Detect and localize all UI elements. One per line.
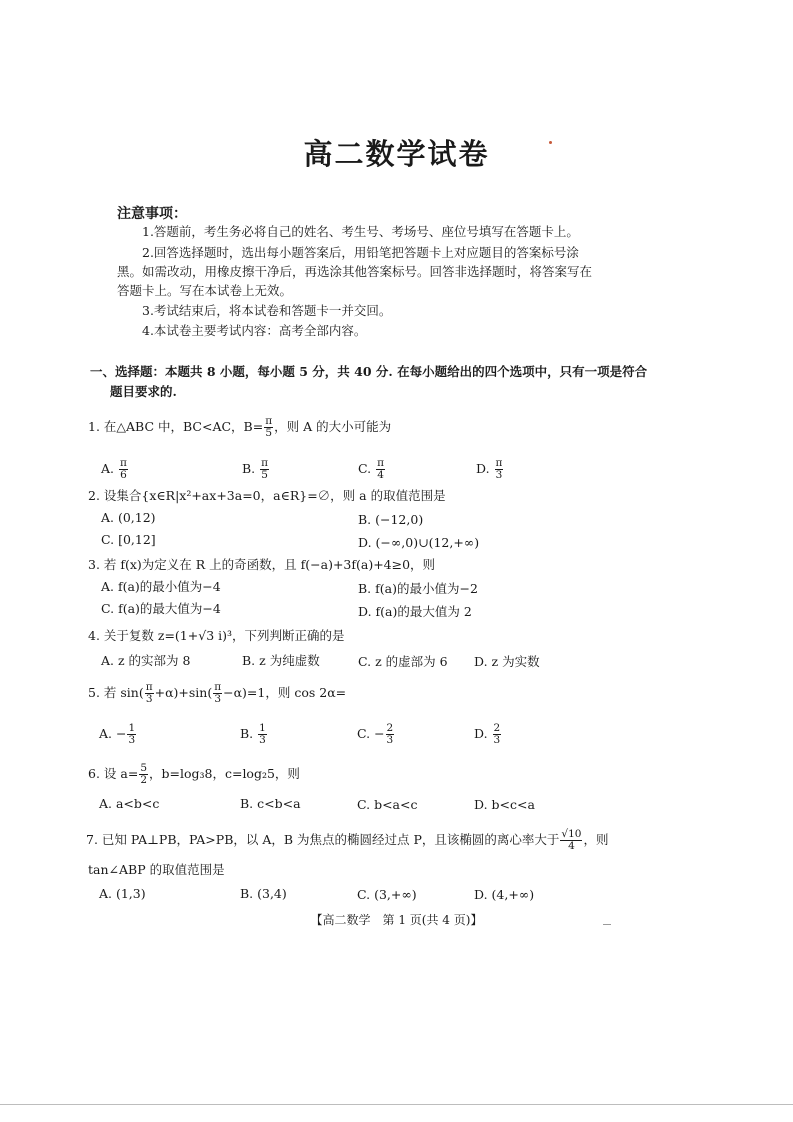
q1-option-c-label: C. bbox=[358, 461, 376, 476]
q1-option-c bbox=[358, 458, 386, 481]
q5-frac-2 bbox=[213, 682, 222, 705]
question-7-stem-cont: tan∠ABP 的取值范围是 bbox=[88, 862, 225, 877]
q5-option-a bbox=[99, 723, 137, 746]
page-title: 高二数学试卷 bbox=[303, 137, 490, 171]
question-5-stem bbox=[88, 682, 346, 705]
q1-option-a-label: A. bbox=[101, 461, 118, 476]
q1-option-d-label: D. bbox=[476, 461, 494, 476]
q1-option-b-label: B. bbox=[242, 461, 260, 476]
question-4-stem: 4. 关于复数 z=(1+√3 i)³，下列判断正确的是 bbox=[88, 628, 345, 643]
q1-option-d bbox=[476, 458, 504, 481]
q7-frac bbox=[560, 829, 582, 852]
notice-line-3: 黑。如需改动，用橡皮擦干净后，再选涂其他答案标号。回答非选择题时，将答案写在 bbox=[117, 264, 593, 279]
section-heading-cont: 题目要求的. bbox=[110, 384, 177, 399]
q1-option-a bbox=[101, 458, 129, 481]
q5-option-c-num: 2 bbox=[386, 722, 394, 734]
q1-fraction bbox=[264, 416, 273, 439]
q1-option-b-num: π bbox=[261, 457, 269, 469]
q5-option-b-label: B. bbox=[240, 726, 258, 741]
q7-text-2: ，则 bbox=[583, 832, 609, 847]
q5-option-b bbox=[240, 723, 268, 746]
notice-line-4: 答题卡上。写在本试卷上无效。 bbox=[117, 283, 293, 298]
q5-option-d-label: D. bbox=[474, 726, 492, 741]
q6-option-c: C. b<a<c bbox=[357, 797, 418, 812]
q5-frac-1-num: π bbox=[145, 681, 153, 693]
q7-frac-num: √10 bbox=[561, 828, 582, 840]
q6-text-1: 6. 设 a= bbox=[88, 766, 139, 781]
q5-option-c-label: C. − bbox=[357, 726, 385, 741]
q5-option-a-den: 3 bbox=[128, 734, 136, 746]
q5-option-d-num: 2 bbox=[493, 722, 501, 734]
q4-option-c: C. z 的虚部为 6 bbox=[358, 654, 448, 669]
q2-option-b: B. (−12,0) bbox=[358, 512, 424, 527]
q3-option-d: D. f(a)的最大值为 2 bbox=[358, 604, 472, 619]
q2-option-c: C. [0,12] bbox=[101, 532, 156, 547]
notice-line-5: 3.考试结束后，将本试卷和答题卡一并交回。 bbox=[142, 303, 392, 318]
q1-option-a-frac bbox=[119, 458, 128, 481]
scan-speck bbox=[603, 924, 611, 925]
q5-option-d-den: 3 bbox=[493, 734, 501, 746]
question-7-stem bbox=[86, 829, 609, 852]
q3-option-c: C. f(a)的最大值为−4 bbox=[101, 601, 221, 616]
q7-option-b: B. (3,4) bbox=[240, 886, 287, 901]
q1-option-b-frac bbox=[260, 458, 269, 481]
q6-text-2: ，b=log₃8，c=log₂5，则 bbox=[149, 766, 300, 781]
q1-text-b: ，则 A 的大小可能为 bbox=[274, 419, 392, 434]
q2-option-d: D. (−∞,0)∪(12,+∞) bbox=[358, 535, 480, 550]
q5-text-2: +α)+sin( bbox=[154, 685, 213, 700]
question-1-stem bbox=[88, 416, 391, 439]
q7-option-d: D. (4,+∞) bbox=[474, 887, 535, 902]
q7-option-c: C. (3,+∞) bbox=[357, 887, 417, 902]
q5-frac-2-num: π bbox=[214, 681, 222, 693]
q5-option-d bbox=[474, 723, 502, 746]
q1-option-a-den: 6 bbox=[120, 469, 127, 481]
q6-frac bbox=[139, 763, 148, 786]
q5-text-3: −α)=1，则 cos 2α= bbox=[223, 685, 347, 700]
q7-option-a: A. (1,3) bbox=[99, 886, 146, 901]
q5-option-a-num: 1 bbox=[128, 722, 136, 734]
section-heading: 一、选择题：本题共 8 小题，每小题 5 分，共 40 分. 在每小题给出的四个选项中，只有一项是符合 bbox=[90, 364, 648, 379]
q1-option-d-frac bbox=[495, 458, 504, 481]
question-6-stem bbox=[88, 763, 300, 786]
q6-frac-num: 5 bbox=[140, 762, 147, 774]
q5-option-a-label: A. − bbox=[99, 726, 127, 741]
q2-option-a: A. (0,12) bbox=[101, 510, 156, 525]
q6-option-d: D. b<c<a bbox=[474, 797, 535, 812]
question-2-stem: 2. 设集合{x∈R|x²+ax+3a=0，a∈R}=∅，则 a 的取值范围是 bbox=[88, 488, 446, 503]
q5-option-b-frac bbox=[258, 723, 267, 746]
notice-heading: 注意事项： bbox=[117, 206, 187, 222]
q6-frac-den: 2 bbox=[140, 774, 147, 786]
q7-text-1: 7. 已知 PA⊥PB，PA>PB，以 A，B 为焦点的椭圆经过点 P，且该椭圆的离心率大于 bbox=[86, 832, 560, 847]
q1-option-c-num: π bbox=[377, 457, 384, 469]
q4-option-a: A. z 的实部为 8 bbox=[101, 653, 191, 668]
q1-option-c-frac bbox=[376, 458, 385, 481]
page-footer: 【高二数学 第 1 页(共 4 页)】 bbox=[310, 913, 483, 927]
q1-frac-den: 5 bbox=[265, 427, 272, 439]
q5-option-d-frac bbox=[493, 723, 502, 746]
q5-option-c bbox=[357, 723, 395, 746]
bottom-edge-line bbox=[0, 1104, 793, 1105]
q6-option-a: A. a<b<c bbox=[99, 796, 160, 811]
question-3-stem: 3. 若 f(x)为定义在 R 上的奇函数，且 f(−a)+3f(a)+4≥0，则 bbox=[88, 557, 436, 572]
q5-option-a-frac bbox=[127, 723, 136, 746]
q7-frac-den: 4 bbox=[568, 840, 575, 852]
notice-line-6: 4.本试卷主要考试内容：高考全部内容。 bbox=[142, 323, 367, 338]
q5-frac-1 bbox=[145, 682, 154, 705]
q6-option-b: B. c<b<a bbox=[240, 796, 301, 811]
q1-option-c-den: 4 bbox=[377, 469, 384, 481]
q1-option-b-den: 5 bbox=[261, 469, 268, 481]
q5-option-b-den: 3 bbox=[259, 734, 266, 746]
q4-option-d: D. z 为实数 bbox=[474, 654, 540, 669]
q5-text-1: 5. 若 sin( bbox=[88, 685, 144, 700]
q5-option-c-den: 3 bbox=[386, 734, 394, 746]
q5-frac-1-den: 3 bbox=[145, 693, 153, 705]
q3-option-a: A. f(a)的最小值为−4 bbox=[101, 579, 221, 594]
q5-option-c-frac bbox=[386, 723, 395, 746]
q4-option-b: B. z 为纯虚数 bbox=[242, 653, 320, 668]
q5-frac-2-den: 3 bbox=[214, 693, 222, 705]
notice-line-1: 1.答题前，考生务必将自己的姓名、考生号、考场号、座位号填写在答题卡上。 bbox=[142, 224, 579, 239]
q1-option-b bbox=[242, 458, 270, 481]
q5-option-b-num: 1 bbox=[259, 722, 266, 734]
notice-line-2: 2.回答选择题时，选出每小题答案后，用铅笔把答题卡上对应题目的答案标号涂 bbox=[142, 245, 579, 260]
q3-option-b: B. f(a)的最小值为−2 bbox=[358, 581, 478, 596]
q1-text-a: 1. 在△ABC 中，BC<AC，B= bbox=[88, 419, 264, 434]
q1-frac-num: π bbox=[265, 415, 273, 427]
q1-option-d-den: 3 bbox=[495, 469, 503, 481]
q1-option-d-num: π bbox=[495, 457, 503, 469]
q1-option-a-num: π bbox=[119, 457, 127, 469]
